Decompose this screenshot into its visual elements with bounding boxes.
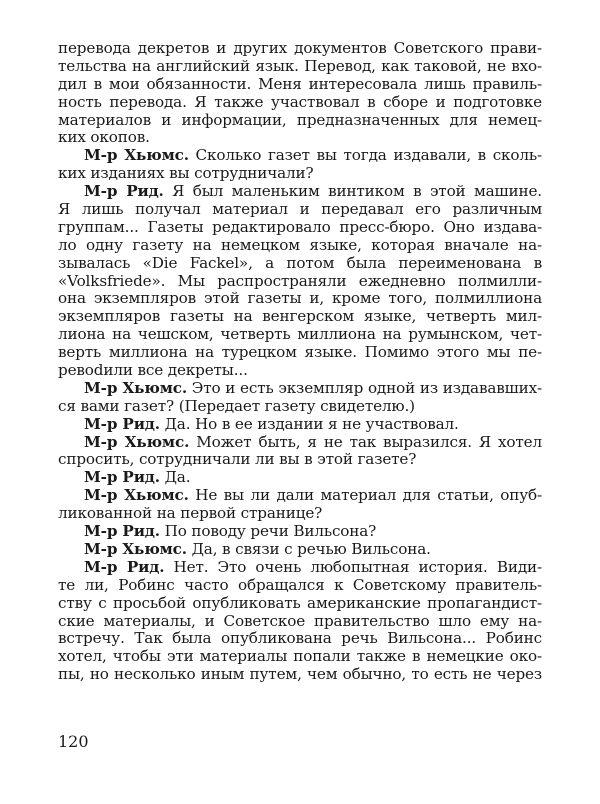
line-text: Сколько газет вы тогда издавали, в сколь- (188, 146, 542, 165)
text-line (58, 523, 542, 541)
text-line (58, 577, 542, 595)
speaker-label: М-р Хьюмс. (84, 432, 190, 451)
line-text: Да. Но в ее издании я не участвовал. (159, 414, 459, 433)
line-text: экземпляров газеты на венгерском языке, четверть мил- (58, 307, 542, 326)
speaker-label: М-р Хьюмс. (84, 378, 188, 397)
text-line (58, 344, 542, 362)
line-text: перевода декретов и других документов Советского прави- (58, 39, 542, 57)
text-line (58, 201, 542, 219)
line-text: материалов и информации, предназначенных для немец- (58, 110, 542, 129)
line-text: ких окопов. (58, 128, 150, 147)
text-line (58, 40, 542, 58)
text-line (58, 434, 542, 452)
line-text: Нет. Это очень любопытная история. Види- (164, 557, 543, 576)
line-text: группам... Газеты редактировало пресс-бюро. Оно издава- (58, 217, 542, 236)
line-text: она экземпляров этой газеты и, кроме того, полмиллиона (58, 289, 542, 308)
line-text: Да, в связи с речью Вильсона. (186, 539, 431, 558)
line-text: ся вами газет? (Передает газету свидетелю.) (58, 396, 415, 415)
text-line (58, 595, 542, 613)
text-line (58, 219, 542, 237)
line-text: дил в мои обязанности. Меня интересовала лишь правиль- (58, 74, 542, 93)
speaker-label: М-р Хьюмс. (84, 146, 189, 165)
document-page (58, 40, 542, 684)
speaker-label: М-р Хьюмс. (84, 539, 187, 558)
text-line (58, 630, 542, 648)
line-text: хотел, чтобы эти материалы попали также в немецкие око- (58, 647, 542, 666)
text-line (58, 398, 542, 416)
line-text: Не вы ли дали материал для статьи, опуб- (188, 486, 542, 505)
line-text: ликованной на первой странице? (58, 504, 323, 523)
speaker-label: М-р Хьюмс. (84, 486, 189, 505)
text-line (58, 648, 542, 666)
text-line (58, 308, 542, 326)
line-text: Может быть, я не так выразился. Я хотел (189, 432, 542, 451)
text-line (58, 487, 542, 505)
text-line (58, 58, 542, 76)
line-text: спросить, сотрудничали ли вы в этой газете? (58, 450, 417, 469)
speaker-label: М-р Рид. (84, 182, 164, 201)
text-line (58, 237, 542, 255)
line-text: Это и есть экземпляр одной из издававших- (187, 378, 542, 397)
line-text: ло одну газету на немецком языке, которая вначале на- (58, 235, 542, 254)
text-line (58, 255, 542, 273)
line-text: Да. (159, 468, 191, 487)
line-text: «Volksfriede». Мы распространяли ежедневно полмилли- (58, 271, 542, 290)
text-line (58, 290, 542, 308)
text-line (58, 559, 542, 577)
text-line (58, 666, 542, 684)
line-text: встречу. Так была опубликована речь Вильсона... Робинс (58, 629, 542, 648)
line-text: верть миллиона на турецком языке. Помимо этого мы пе- (58, 343, 542, 362)
line-text: пы, но несколько иным путем, чем обычно, то есть не через (58, 665, 542, 684)
line-text: По поводу речи Вильсона? (159, 522, 377, 541)
line-text: ские материалы, и Советское правительство шло ему на- (58, 611, 542, 630)
text-line (58, 326, 542, 344)
text-line (58, 165, 542, 183)
text-line (58, 94, 542, 112)
speaker-label: М-р Рид. (84, 522, 160, 541)
line-text: ность перевода. Я также участвовал в сборе и подготовке (58, 92, 542, 111)
text-line (58, 112, 542, 130)
speaker-label: М-р Рид. (84, 414, 160, 433)
text-line (58, 362, 542, 380)
text-line (58, 76, 542, 94)
line-text: тельства на английский язык. Перевод, как таковой, не вхо- (58, 56, 542, 75)
line-text: Я лишь получал материал и передавал его различным (58, 200, 542, 219)
text-line (58, 613, 542, 631)
line-text: лиона на чешском, четверть миллиона на румынском, чет- (58, 325, 542, 344)
speaker-label: М-р Рид. (84, 468, 160, 487)
text-line (58, 416, 542, 434)
line-text: ревodили все декреты... (58, 361, 248, 380)
text-line (58, 380, 542, 398)
line-text: Я был маленьким винтиком в этой машине. (163, 182, 542, 201)
text-line (58, 505, 542, 523)
text-line (58, 183, 542, 201)
line-text: ству с просьбой опубликовать американские пропагандист- (58, 593, 542, 612)
text-line (58, 273, 542, 291)
text-line (58, 541, 542, 559)
text-line (58, 451, 542, 469)
line-text: зывалась «Die Fackel», а потом была переименована в (58, 253, 542, 272)
text-line (58, 129, 542, 147)
line-text: те ли, Робинс часто обращался к Советскому правитель- (58, 575, 542, 594)
line-text: ких изданиях вы сотрудничали? (58, 164, 314, 183)
text-line (58, 469, 542, 487)
speaker-label: М-р Рид. (84, 557, 165, 576)
page-number: 120 (58, 732, 89, 751)
text-line (58, 147, 542, 165)
